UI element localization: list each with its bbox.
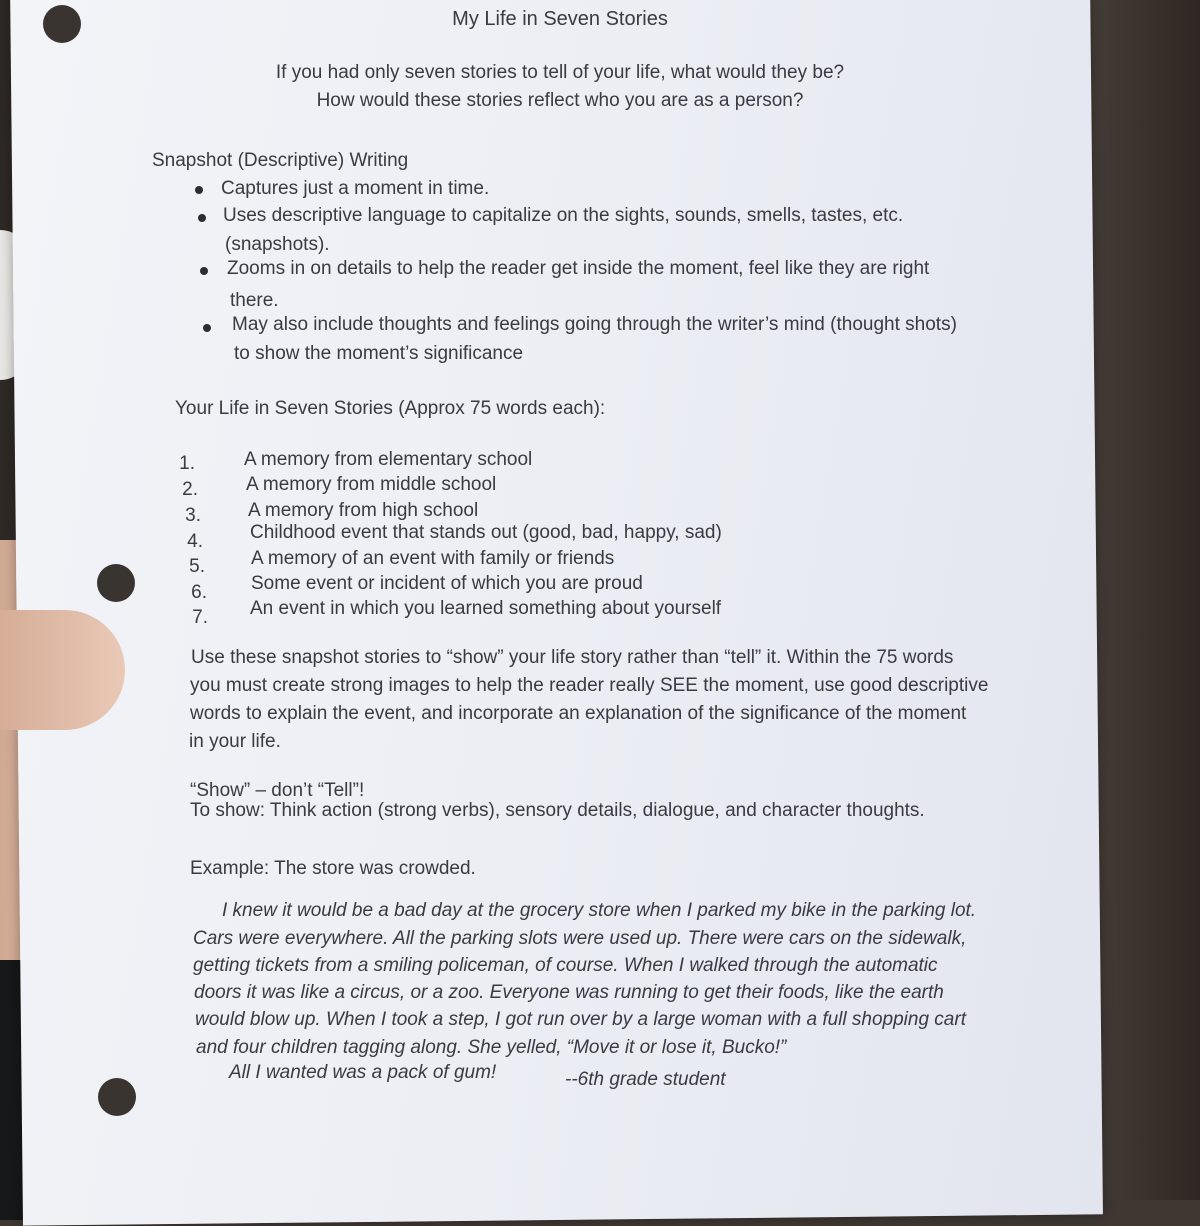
intro-line-1: If you had only seven stories to tell of your life, what would they be? bbox=[275, 62, 845, 83]
story-item-2: A memory from middle school bbox=[246, 474, 497, 495]
story-number-4: 4. bbox=[187, 531, 203, 552]
example-line-1: I knew it would be a bad day at the grocery store when I parked my bike in the parking lot. bbox=[222, 900, 977, 921]
bullet-2 bbox=[198, 214, 206, 222]
example-line-4: doors it was like a circus, or a zoo. Everyone was running to get their foods, like the earth bbox=[194, 982, 944, 1003]
story-item-1: A memory from elementary school bbox=[244, 449, 533, 470]
bullet-1 bbox=[195, 186, 203, 194]
story-number-3: 3. bbox=[185, 505, 201, 526]
snapshot-bullet-4-line-2: to show the moment’s significance bbox=[234, 343, 524, 364]
intro-line-2: How would these stories reflect who you are as a person? bbox=[316, 90, 804, 111]
bullet-4 bbox=[203, 324, 211, 332]
bullet-3 bbox=[200, 267, 208, 275]
instructions-line-4: in your life. bbox=[189, 731, 281, 752]
story-number-7: 7. bbox=[192, 607, 208, 628]
instructions-line-3: words to explain the event, and incorporate an explanation of the significance of the moment bbox=[190, 703, 967, 724]
story-number-5: 5. bbox=[189, 556, 205, 577]
show-tell-line: To show: Think action (strong verbs), sensory details, dialogue, and character thoughts. bbox=[190, 800, 925, 821]
snapshot-bullet-3-line-2: there. bbox=[230, 290, 279, 311]
instructions-line-1: Use these snapshot stories to “show” your life story rather than “tell” it. Within the 75 words bbox=[191, 647, 954, 668]
snapshot-bullet-2-line-1: Uses descriptive language to capitalize on the sights, sounds, smells, tastes, etc. bbox=[223, 205, 904, 226]
example-line-7: All I wanted was a pack of gum! bbox=[229, 1062, 497, 1083]
story-item-5: A memory of an event with family or friends bbox=[251, 548, 615, 569]
story-number-6: 6. bbox=[191, 582, 207, 603]
story-item-7: An event in which you learned something about yourself bbox=[250, 598, 722, 619]
snapshot-heading: Snapshot (Descriptive) Writing bbox=[152, 150, 409, 171]
snapshot-bullet-3-line-1: Zooms in on details to help the reader get inside the moment, feel like they are right bbox=[227, 258, 930, 279]
show-tell-heading: “Show” – don’t “Tell”! bbox=[190, 780, 365, 801]
example-label: Example: The store was crowded. bbox=[190, 858, 476, 879]
page-title: My Life in Seven Stories bbox=[452, 8, 668, 30]
story-item-3: A memory from high school bbox=[248, 500, 479, 521]
example-line-6: and four children tagging along. She yelled, “Move it or lose it, Bucko!” bbox=[196, 1037, 787, 1058]
story-item-6: Some event or incident of which you are proud bbox=[251, 573, 643, 594]
example-line-2: Cars were everywhere. All the parking slots were used up. There were cars on the sidewalk, bbox=[193, 928, 967, 949]
snapshot-bullet-2-line-2: (snapshots). bbox=[225, 234, 330, 255]
snapshot-bullet-1: Captures just a moment in time. bbox=[221, 178, 490, 199]
example-line-3: getting tickets from a smiling policeman, of course. When I walked through the automatic bbox=[193, 955, 938, 976]
stories-heading: Your Life in Seven Stories (Approx 75 words each): bbox=[175, 398, 606, 419]
story-number-1: 1. bbox=[179, 453, 195, 474]
instructions-line-2: you must create strong images to help the reader really SEE the moment, use good descriptive bbox=[190, 675, 989, 696]
snapshot-bullet-4-line-1: May also include thoughts and feelings going through the writer’s mind (thought shots) bbox=[232, 314, 957, 335]
story-number-2: 2. bbox=[182, 479, 198, 500]
example-line-5: would blow up. When I took a step, I got run over by a large woman with a full shopping cart bbox=[195, 1009, 966, 1030]
example-attribution: --6th grade student bbox=[565, 1069, 726, 1090]
story-item-4: Childhood event that stands out (good, bad, happy, sad) bbox=[250, 522, 722, 543]
